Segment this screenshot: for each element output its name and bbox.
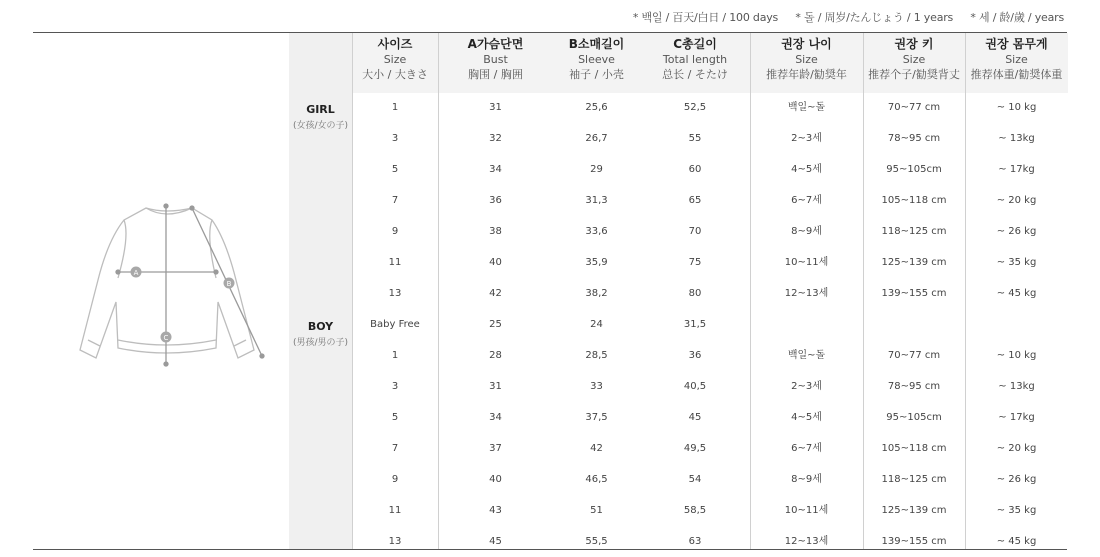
header-bust-zh: 胸围 / 胸囲 (468, 68, 523, 81)
cell-height: 118~125 cm (881, 226, 947, 237)
cell-weight: ~ 45 kg (996, 536, 1037, 547)
cell-height: 78~95 cm (887, 381, 941, 392)
cell-height: 125~139 cm (881, 257, 947, 268)
header-age-en: Size (795, 53, 818, 66)
label-a (131, 267, 142, 278)
cell-height: 139~155 cm (881, 288, 947, 299)
header-sleeve (553, 37, 640, 82)
cell-sleeve: 35,9 (585, 257, 608, 268)
cell-age: 6~7세 (791, 443, 822, 454)
cell-weight: ~ 17kg (998, 164, 1035, 175)
cell-sleeve: 33,6 (585, 226, 608, 237)
cell-length: 54 (688, 474, 702, 485)
header-height-en: Size (902, 53, 926, 66)
note-1year: * 돌 / 周岁/たんじょう / 1 years (795, 11, 954, 24)
cell-weight: ~ 35 kg (996, 257, 1037, 268)
cell-age: 12~13세 (784, 536, 829, 547)
cell-weight: ~ 17kg (998, 412, 1035, 423)
label-c (161, 332, 172, 343)
header-length-zh: 总长 / そたけ (662, 68, 728, 81)
cell-bust: 34 (489, 164, 502, 175)
cell-size: 1 (391, 350, 399, 361)
cell-length: 75 (688, 257, 702, 268)
cell-length: 40,5 (683, 381, 707, 392)
cell-age: 백일~돌 (787, 350, 826, 361)
cell-length: 49,5 (683, 443, 707, 454)
cell-weight: ~ 26 kg (996, 474, 1037, 485)
header-bust (438, 37, 553, 82)
cell-sleeve: 42 (590, 443, 603, 454)
cell-size: 3 (391, 381, 399, 392)
group-name: BOY (307, 320, 334, 333)
cell-bust: 40 (489, 474, 502, 485)
header-age-zh: 推荐年龄/勧奨年 (766, 68, 847, 81)
header-weight-zh: 推荐体重/勧奨体重 (970, 68, 1063, 81)
cell-size: 9 (391, 226, 399, 237)
cell-bust: 43 (489, 505, 502, 516)
cell-sleeve: 55,5 (585, 536, 608, 547)
cell-size: 5 (391, 164, 399, 175)
note-years: * 세 / 龄/歲 / years (970, 11, 1064, 24)
cell-height: 105~118 cm (881, 443, 947, 454)
cell-height: 78~95 cm (887, 133, 941, 144)
cell-age: 백일~돌 (787, 102, 826, 113)
cell-age: 2~3세 (791, 381, 822, 392)
cell-length: 31,5 (683, 319, 707, 330)
cell-sleeve: 33 (590, 381, 603, 392)
header-age-ko: 권장 나이 (781, 37, 832, 51)
svg-text:B: B (226, 280, 232, 288)
cell-weight: ~ 20 kg (996, 443, 1037, 454)
group-girl (289, 103, 352, 131)
cell-age: 8~9세 (791, 474, 822, 485)
cell-height: 139~155 cm (881, 536, 947, 547)
cell-size: 13 (388, 536, 402, 547)
cell-height: 70~77 cm (887, 350, 941, 361)
note-100days: * 백일 / 百天/白日 / 100 days (632, 11, 779, 24)
cell-bust: 42 (489, 288, 502, 299)
cell-height: 95~105cm (886, 164, 942, 175)
cell-sleeve: 28,5 (585, 350, 608, 361)
units-note (619, 9, 1064, 25)
cell-size: 1 (391, 102, 399, 113)
cell-weight (965, 318, 1068, 332)
cell-age: 8~9세 (791, 226, 822, 237)
header-sleeve-zh: 袖子 / 小壳 (569, 68, 624, 81)
group-subtitle: (女孩/女の子) (292, 121, 349, 131)
header-size (352, 37, 438, 82)
cell-weight: ~ 10 kg (996, 350, 1037, 361)
header-height (863, 37, 965, 82)
cell-bust: 31 (489, 381, 502, 392)
cell-weight: ~ 10 kg (996, 102, 1037, 113)
cell-sleeve: 38,2 (585, 288, 608, 299)
cell-length: 70 (688, 226, 702, 237)
cell-length: 58,5 (683, 505, 707, 516)
header-bust-ko: A가슴단면 (467, 37, 524, 51)
cell-age: 10~11세 (784, 505, 829, 516)
cell-bust: 45 (489, 536, 502, 547)
svg-text:C: C (163, 334, 169, 342)
header-sleeve-en: Sleeve (578, 53, 615, 66)
group-boy (289, 320, 352, 348)
cell-height (863, 318, 965, 332)
cell-age: 4~5세 (791, 412, 822, 423)
cell-weight: ~ 35 kg (996, 505, 1037, 516)
cell-length: 60 (688, 164, 702, 175)
cell-weight: ~ 13kg (998, 381, 1035, 392)
header-height-ko: 권장 키 (894, 37, 934, 51)
cell-size: 3 (391, 133, 399, 144)
header-sleeve-ko: B소매길이 (568, 37, 625, 51)
cell-size: 7 (391, 195, 399, 206)
cell-bust: 32 (489, 133, 502, 144)
header-age (750, 37, 863, 82)
cell-sleeve: 31,3 (585, 195, 608, 206)
cell-sleeve: 24 (590, 319, 603, 330)
cell-age: 12~13세 (784, 288, 829, 299)
cell-height: 125~139 cm (881, 505, 947, 516)
svg-text:A: A (133, 269, 139, 277)
cell-sleeve: 37,5 (585, 412, 608, 423)
cell-size: 11 (388, 505, 402, 516)
cell-sleeve: 46,5 (585, 474, 608, 485)
cell-weight: ~ 13kg (998, 133, 1035, 144)
header-weight-en: Size (1005, 53, 1028, 66)
cell-weight: ~ 45 kg (996, 288, 1037, 299)
cell-length: 45 (688, 412, 702, 423)
cell-weight: ~ 20 kg (996, 195, 1037, 206)
group-name: GIRL (306, 103, 335, 116)
cell-length: 55 (688, 133, 702, 144)
label-b (224, 278, 235, 289)
cell-bust: 38 (489, 226, 502, 237)
group-column (289, 33, 352, 549)
cell-age (750, 318, 863, 332)
header-size-en: Size (383, 53, 407, 66)
cell-sleeve: 26,7 (585, 133, 608, 144)
header-size-zh: 大小 / 大きさ (362, 68, 428, 81)
cell-height: 105~118 cm (881, 195, 947, 206)
header-size-ko: 사이즈 (377, 37, 413, 51)
cell-bust: 37 (489, 443, 502, 454)
cell-height: 95~105cm (886, 412, 942, 423)
cell-size: 5 (391, 412, 399, 423)
header-length (640, 37, 750, 82)
cell-length: 63 (688, 536, 702, 547)
header-bust-en: Bust (483, 53, 508, 66)
cell-bust: 28 (489, 350, 502, 361)
sweater-diagram (66, 200, 266, 370)
cell-size: 9 (391, 474, 399, 485)
cell-bust: 40 (489, 257, 502, 268)
header-length-ko: C총길이 (673, 37, 717, 51)
cell-bust: 25 (489, 319, 502, 330)
group-subtitle: (男孩/男の子) (292, 338, 349, 348)
cell-sleeve: 29 (590, 164, 603, 175)
cell-sleeve: 51 (590, 505, 603, 516)
cell-size: 11 (388, 257, 402, 268)
cell-height: 118~125 cm (881, 474, 947, 485)
cell-length: 52,5 (683, 102, 707, 113)
cell-length: 36 (688, 350, 702, 361)
header-weight (965, 37, 1068, 82)
cell-bust: 31 (489, 102, 502, 113)
cell-size: Baby Free (370, 319, 420, 330)
cell-weight: ~ 26 kg (996, 226, 1037, 237)
cell-height: 70~77 cm (887, 102, 941, 113)
header-weight-ko: 권장 몸무게 (985, 37, 1048, 51)
cell-size: 13 (388, 288, 402, 299)
table-bottom-rule (33, 549, 1067, 550)
cell-sleeve: 25,6 (585, 102, 608, 113)
header-height-zh: 推荐个子/勧奨背丈 (868, 68, 960, 81)
cell-bust: 36 (489, 195, 502, 206)
cell-age: 10~11세 (784, 257, 829, 268)
cell-age: 4~5세 (791, 164, 822, 175)
cell-age: 2~3세 (791, 133, 822, 144)
cell-age: 6~7세 (791, 195, 822, 206)
cell-size: 7 (391, 443, 399, 454)
header-length-en: Total length (662, 53, 728, 66)
cell-length: 80 (688, 288, 702, 299)
cell-bust: 34 (489, 412, 502, 423)
cell-length: 65 (688, 195, 702, 206)
